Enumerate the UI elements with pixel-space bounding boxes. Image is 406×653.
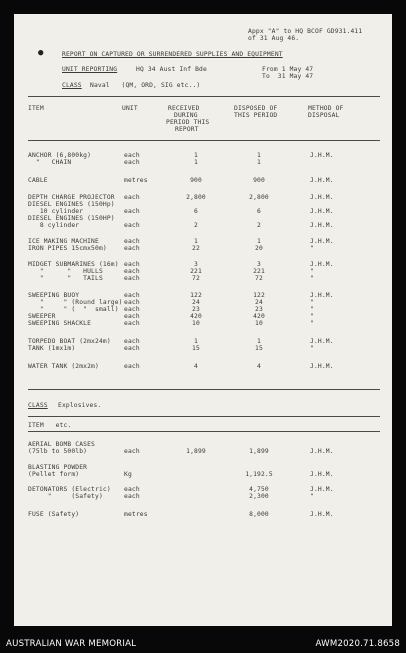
header-rule-top <box>28 96 380 97</box>
cell-received: 1,899 <box>186 448 206 455</box>
col-disposed-line1: DISPOSED OF <box>234 105 278 112</box>
col-method-line1: METHOD OF <box>308 105 344 112</box>
cell-received: 72 <box>192 275 200 282</box>
cell-method: J.H.M. <box>310 511 334 518</box>
cell-received: 221 <box>190 268 202 275</box>
period-to: To 31 May 47 <box>262 73 314 80</box>
cell-item: DIESEL ENGINES (150HP) <box>28 215 115 222</box>
cell-item: ICE MAKING MACHINE <box>28 238 99 245</box>
cell-unit: each <box>124 345 140 352</box>
cell-method: J.H.M. <box>310 222 334 229</box>
cell-method: " <box>310 275 314 282</box>
cell-method: J.H.M. <box>310 486 334 493</box>
cell-method: " <box>310 306 314 313</box>
footer-source: AUSTRALIAN WAR MEMORIAL <box>6 639 137 649</box>
cell-disposed: 10 <box>255 320 263 327</box>
cell-unit: each <box>124 194 140 201</box>
col-received-line4: REPORT <box>175 126 199 133</box>
cell-unit: each <box>124 313 140 320</box>
cell-method: J.H.M. <box>310 448 334 455</box>
cell-item: (Pellet form) <box>28 471 80 478</box>
cell-item: (75lb to 500lb) <box>28 448 88 455</box>
cell-item: SWEEPING BUOY <box>28 292 80 299</box>
cell-unit: each <box>124 261 140 268</box>
cell-disposed: 1,192.5 <box>245 471 273 478</box>
appendix-reference: Appx "A" to HQ BCOF GD931.411 <box>248 28 363 35</box>
cell-disposed: 1 <box>257 338 261 345</box>
cell-unit: each <box>124 275 140 282</box>
col-method-line2: DISPOSAL <box>308 112 340 119</box>
cell-disposed: 3 <box>257 261 261 268</box>
cell-method: " <box>310 299 314 306</box>
cell-unit: each <box>124 159 140 166</box>
cell-unit: metres <box>124 177 148 184</box>
col-received-line2: DURING <box>174 112 198 119</box>
cell-disposed: 15 <box>255 345 263 352</box>
cell-item: " " HULLS <box>28 268 103 275</box>
cell-item: FUSE (Safety) <box>28 511 80 518</box>
cell-received: 900 <box>190 177 202 184</box>
cell-received: 420 <box>190 313 202 320</box>
cell-received: 2,800 <box>186 194 206 201</box>
explosives-class-value: Explosives. <box>58 402 102 409</box>
cell-method: J.H.M. <box>310 292 334 299</box>
cell-item: " " ( " small) <box>28 306 119 313</box>
footer-accession: AWM2020.71.8658 <box>315 639 400 649</box>
cell-disposed: 900 <box>253 177 265 184</box>
explosives-item-header: ITEM etc. <box>28 422 72 429</box>
cell-method: " <box>310 245 314 252</box>
cell-disposed: 72 <box>255 275 263 282</box>
cell-item: " " (Round large) <box>28 299 123 306</box>
cell-item: 10 cylinder <box>28 208 84 215</box>
cell-received: 1 <box>194 152 198 159</box>
cell-item: 8 cylinder <box>28 222 80 229</box>
cell-disposed: 4,750 <box>249 486 269 493</box>
punch-hole-mark: ● <box>38 48 44 58</box>
cell-unit: each <box>124 152 140 159</box>
cell-unit: each <box>124 306 140 313</box>
cell-item: " (Safety) <box>28 493 103 500</box>
header-rule-bottom <box>28 140 380 141</box>
col-received-line3: PERIOD THIS <box>166 119 210 126</box>
cell-unit: each <box>124 222 140 229</box>
explosives-rule-bottom <box>28 431 380 432</box>
cell-item: WATER TANK (2mx2m) <box>28 363 99 370</box>
appendix-date: of 31 Aug 46. <box>248 35 300 42</box>
cell-method: J.H.M. <box>310 177 334 184</box>
cell-item: TANK (1mx1m) <box>28 345 76 352</box>
col-unit: UNIT <box>122 105 138 112</box>
cell-method: J.H.M. <box>310 152 334 159</box>
cell-disposed: 6 <box>257 208 261 215</box>
cell-unit: each <box>124 486 140 493</box>
cell-unit: each <box>124 299 140 306</box>
cell-disposed: 1 <box>257 238 261 245</box>
class-label: CLASS <box>62 82 82 89</box>
cell-method: " <box>310 268 314 275</box>
cell-unit: each <box>124 363 140 370</box>
cell-received: 6 <box>194 208 198 215</box>
cell-method: J.H.M. <box>310 238 334 245</box>
cell-method: J.H.M. <box>310 471 334 478</box>
cell-method: " <box>310 493 314 500</box>
report-title: REPORT ON CAPTURED OR SURRENDERED SUPPLIES AND EQUIPMENT <box>62 51 283 58</box>
cell-disposed: 420 <box>253 313 265 320</box>
cell-method: J.H.M. <box>310 194 334 201</box>
cell-method: J.H.M. <box>310 208 334 215</box>
cell-received: 23 <box>192 306 200 313</box>
cell-received: 1 <box>194 159 198 166</box>
cell-received: 4 <box>194 363 198 370</box>
cell-item: CABLE <box>28 177 48 184</box>
cell-item: SWEEPER <box>28 313 56 320</box>
cell-item: IRON PIPES 15cmx50m) <box>28 245 107 252</box>
cell-item: MIDGET SUBMARINES (16m) <box>28 261 119 268</box>
cell-unit: each <box>124 238 140 245</box>
cell-item: DETONATORS (Electric) <box>28 486 111 493</box>
period-from: From 1 May 47 <box>262 66 314 73</box>
cell-received: 122 <box>190 292 202 299</box>
cell-disposed: 4 <box>257 363 261 370</box>
cell-disposed: 2 <box>257 222 261 229</box>
cell-disposed: 1 <box>257 159 261 166</box>
cell-disposed: 24 <box>255 299 263 306</box>
cell-method: J.H.M. <box>310 363 334 370</box>
cell-item: DIESEL ENGINES (150Hp) <box>28 201 115 208</box>
cell-unit: each <box>124 448 140 455</box>
unit-label: UNIT REPORTING <box>62 66 118 73</box>
cell-unit: each <box>124 292 140 299</box>
cell-item: BLASTING POWDER <box>28 464 88 471</box>
cell-received: 15 <box>192 345 200 352</box>
cell-disposed: 1,899 <box>249 448 269 455</box>
explosives-class-label: CLASS <box>28 402 48 409</box>
cell-unit: each <box>124 208 140 215</box>
cell-disposed: 2,800 <box>249 194 269 201</box>
cell-unit: each <box>124 268 140 275</box>
cell-item: AERIAL BOMB CASES <box>28 441 95 448</box>
cell-item: " CHAIN <box>28 159 72 166</box>
cell-disposed: 1 <box>257 152 261 159</box>
cell-received: 22 <box>192 245 200 252</box>
cell-disposed: 2,300 <box>249 493 269 500</box>
col-received-line1: RECEIVED <box>168 105 200 112</box>
cell-disposed: 122 <box>253 292 265 299</box>
cell-item: " " TAILS <box>28 275 103 282</box>
cell-method: " <box>310 313 314 320</box>
cell-received: 1 <box>194 338 198 345</box>
archive-footer <box>0 636 406 653</box>
cell-received: 10 <box>192 320 200 327</box>
cell-unit: each <box>124 338 140 345</box>
cell-unit: metres <box>124 511 148 518</box>
document-page <box>14 14 392 626</box>
cell-item: SWEEPING SHACKLE <box>28 320 92 327</box>
cell-disposed: 221 <box>253 268 265 275</box>
cell-method: " <box>310 345 314 352</box>
cell-received: 24 <box>192 299 200 306</box>
cell-disposed: 23 <box>255 306 263 313</box>
section-rule <box>28 389 380 390</box>
cell-method: J.H.M. <box>310 338 334 345</box>
col-disposed-line2: THIS PERIOD <box>234 112 278 119</box>
cell-item: DEPTH CHARGE PROJECTOR <box>28 194 115 201</box>
cell-unit: Kg <box>124 471 132 478</box>
cell-disposed: 8,000 <box>249 511 269 518</box>
cell-unit: each <box>124 320 140 327</box>
cell-unit: each <box>124 245 140 252</box>
cell-received: 2 <box>194 222 198 229</box>
cell-unit: each <box>124 493 140 500</box>
col-item: ITEM <box>28 105 44 112</box>
unit-value: HQ 34 Aust Inf Bde <box>136 66 207 73</box>
class-value: Naval (QM, ORD, SIG etc..) <box>90 82 201 89</box>
cell-disposed: 20 <box>255 245 263 252</box>
cell-method: J.H.M. <box>310 261 334 268</box>
cell-item: ANCHOR (6,800kg) <box>28 152 92 159</box>
cell-item: TORPEDO BOAT (2mx24m) <box>28 338 111 345</box>
cell-received: 3 <box>194 261 198 268</box>
explosives-rule-top <box>28 416 380 417</box>
cell-method: " <box>310 320 314 327</box>
cell-received: 1 <box>194 238 198 245</box>
